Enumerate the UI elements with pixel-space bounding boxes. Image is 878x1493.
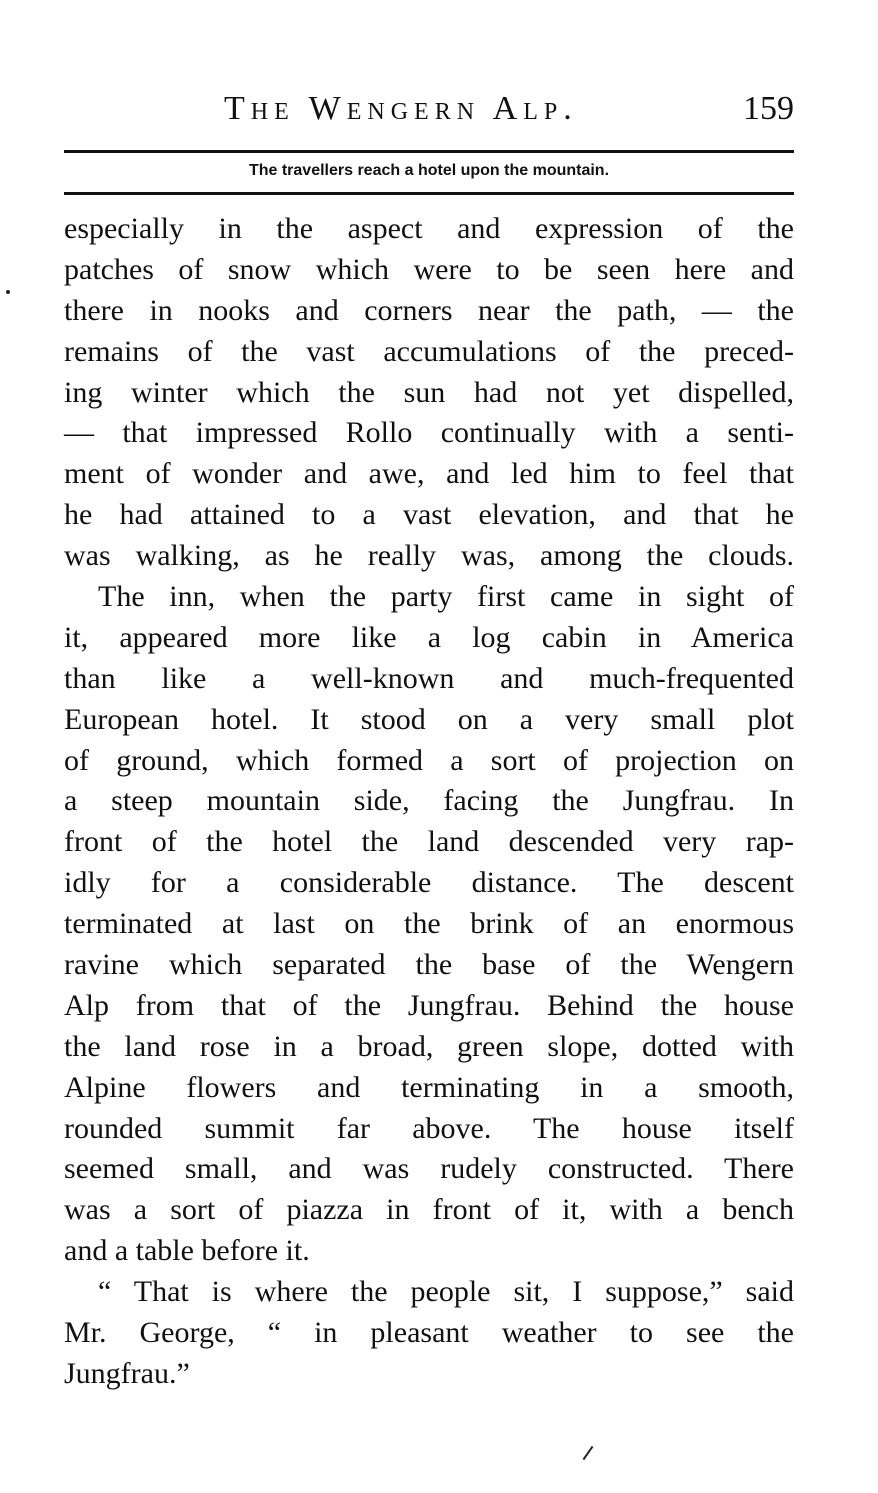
text-line: ravine which separated the base of the Wengern [64,948,794,982]
chapter-title: The Wengern Alp. [224,90,578,127]
page-number: 159 [743,90,794,127]
text-line: — that impressed Rollo continually with a senti- [64,416,794,450]
text-line: a steep mountain side, facing the Jungfrau. In [64,784,794,818]
text-line: Alp from that of the Jungfrau. Behind the house [64,988,794,1022]
text-line: Mr. George, “ in pleasant weather to see the [64,1316,794,1350]
text-line: was a sort of piazza in front of it, with a bench [64,1193,794,1227]
text-line: The inn, when the party first came in sight of [98,580,794,614]
text-line: ment of wonder and awe, and led him to feel that [64,457,794,491]
header-rule-top [64,150,794,153]
pencil-mark [583,1446,594,1460]
text-line: there in nooks and corners near the path, — the [64,293,794,327]
text-line: especially in the aspect and expression of the [64,212,794,245]
text-line: rounded summit far above. The house itself [64,1111,794,1145]
text-line: remains of the vast accumulations of the preced- [64,334,794,368]
text-line: the land rose in a broad, green slope, dotted with [64,1029,794,1063]
text-line: seemed small, and was rudely constructed. There [64,1152,794,1186]
text-line: he had attained to a vast elevation, and that he [64,498,794,532]
text-line: European hotel. It stood on a very small plot [64,702,794,736]
text-line: of ground, which formed a sort of projection on [64,743,794,777]
text-line: patches of snow which were to be seen here and [64,252,794,286]
text-line: it, appeared more like a log cabin in America [64,620,794,654]
text-line: Alpine flowers and terminating in a smooth, [64,1070,794,1104]
text-line: ing winter which the sun had not yet dispelled, [64,375,794,409]
text-line: terminated at last on the brink of an enormous [64,907,794,941]
text-line: was walking, as he really was, among the clouds. [64,539,794,573]
text-line: “ That is where the people sit, I suppose,” said [98,1275,794,1309]
text-line: than like a well-known and much-frequented [64,661,794,695]
text-line: front of the hotel the land descended very rap- [64,825,794,859]
header-rule-bottom [64,192,794,195]
page-subtitle: The travellers reach a hotel upon the mountain. [248,162,610,179]
margin-dot [6,290,10,294]
text-line: and a table before it. [64,1234,310,1268]
running-head [64,84,794,134]
text-line: Jungfrau.” [64,1356,190,1390]
text-line: idly for a considerable distance. The descent [64,866,794,900]
body-text [64,209,794,1395]
